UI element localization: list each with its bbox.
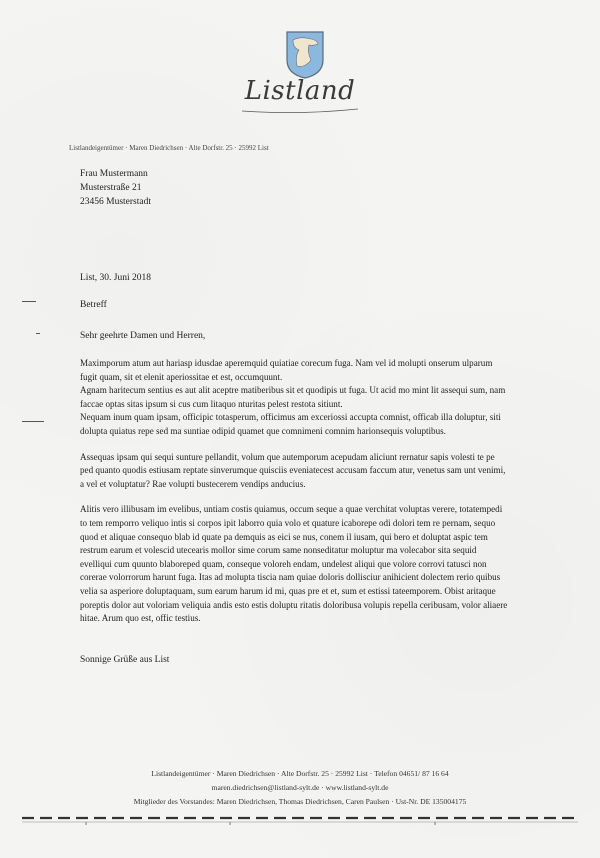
paragraph: Alitis vero illibusam im evelibus, untiam costis quiamus, occum seque a quae verchitat voluptas verere, totatempedi to tem remporro veliquo intis si corpos ipit laborro quia volo et quature icaborepe odi dolori tem re pernam, sequo quod et aliquae consequo blab id quate pa demquis as eici se nus, conem il iusam, qui bero et doluptat aspic tem restrum earum et volescid utecearis mollor sime corum same nonseditatur moluptur ma volecabor sita sequid evelliqui cum quunto blaboreped quam, conseque voloreh endam, undelest aliqui que volore corrovi tatusci non corerae volorrorum harunt fuga. Itas ad molupta tiscia nam quiae doloris dollisciur anihicient dolectem rerio quibus velia sa asperiore doluptaquam, sum earum harum id mi, quas pre et et, sum et estissi tateemporem. Obist aritaque poreptis dolor aut voloriam veliquia andis esto estis doluptu ritatis doloribusa volupis repella ceribusam, volor aliaere hitae. Arum quo est, offic testius. (80, 504, 508, 624)
paragraph: Maximporum atum aut hariasp idusdae aperemquid quiatiae corecum fuga. Nam vel id molupti onserum ulparum fugit quam, sit et elenit aperiossitae et est, occumquunt. (80, 358, 493, 382)
logo-swash (240, 108, 360, 114)
letter-footer (0, 767, 600, 809)
letter-date: List, 30. Juni 2018 (80, 273, 151, 283)
footer-dash-border (22, 815, 578, 825)
closing-line: Sonnige Grüße aus List (80, 655, 170, 665)
footer-contact-line: maren.diedrichsen@listland-sylt.de · www.listland-sylt.de (211, 783, 389, 792)
recipient-city: 23456 Musterstadt (80, 197, 151, 207)
paragraph: Assequas ipsam qui sequi sunture pellandit, volum que autemporum acepudam aliciunt rernatur sapis volesti te pe ped quanto quodis estiusam reptate sinverumque quisciis eveniatecest accusam faccum atur, venetus sam unt venimi, a vel et voluptatur? Rae volupti bustecerem vendips anducius. (80, 451, 506, 489)
paragraph: Agnam haritecum sentius es aut alit aceptre matiberibus sit et quodipis ut fuga. Ut acid mo mint lit assequi sum, nam faccae optas sitas ipsum si cus cum litaquo nturitas pelest restota sitiunt. (80, 385, 506, 409)
recipient-address (80, 167, 151, 209)
recipient-name: Frau Mustermann (80, 169, 148, 179)
letter-subject: Betreff (80, 300, 107, 310)
salutation: Sehr geehrte Damen und Herren, (80, 331, 206, 341)
fold-mark (22, 421, 44, 422)
punch-mark (36, 333, 40, 334)
paragraph: Nequam inum quam ipsam, officipic totasperum, officimus am exceriossi accupta comnist, officab illa doluptur, siti dolupta quiatus repe sed ma suntiae odipid quamet que comnimeni comnim harionsequis voluptibus. (80, 412, 501, 436)
paragraph-group (80, 357, 510, 439)
fold-mark (22, 301, 36, 302)
sender-return-line: Listlandeigentümer · Maren Diedrichsen · Alte Dorfstr. 25 · 25992 List (69, 144, 269, 152)
recipient-street: Musterstraße 21 (80, 183, 142, 193)
footer-board-line: Mitglieder des Vorstandes: Maren Diedrichsen, Thomas Diedrichsen, Caren Paulsen · Ust-Nr. DE 135004175 (133, 797, 467, 806)
letter-body (80, 357, 510, 638)
crest-icon (285, 30, 325, 80)
footer-address-line: Listlandeigentümer · Maren Diedrichsen · Alte Dorfstr. 25 · 25992 List · Telefon 04651/ 87 16 64 (151, 769, 449, 778)
listland-logo (230, 28, 370, 114)
logo-wordmark: Listland (244, 76, 356, 106)
